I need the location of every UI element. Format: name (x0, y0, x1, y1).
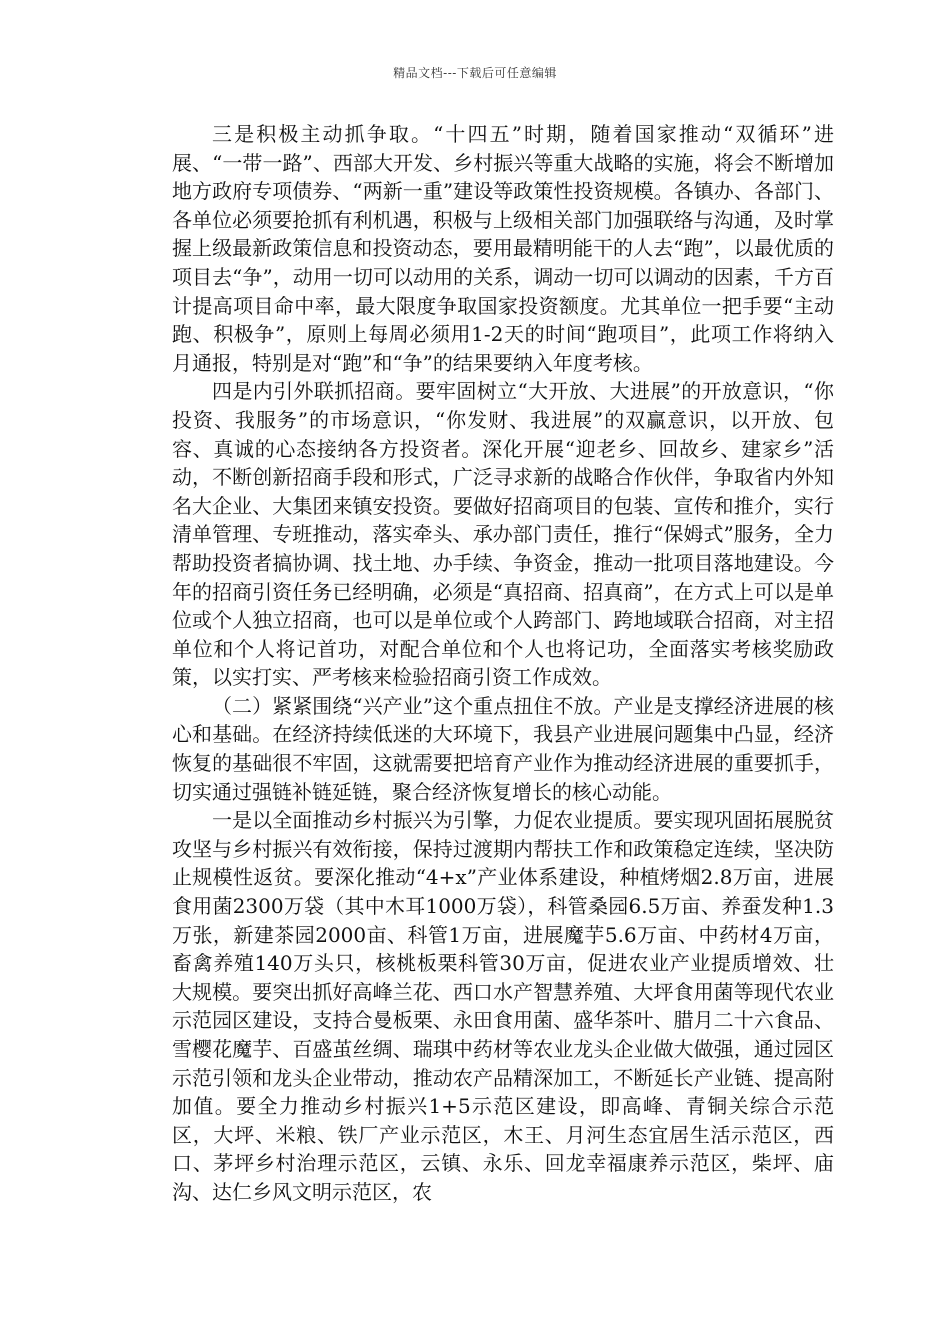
paragraph-investment-promotion: 四是内引外联抓招商。要牢固树立“大开放、大进展”的开放意识，“你投资、我服务”的市场意识，“你发财、我进展”的双赢意识，以开放、包容、真诚的心态接纳各方投资者。深化开展“迎老乡、回故乡、建家乡”活动，不断创新招商手段和形式，广泛寻求新的战略合作伙伴，争取省内外知名大企业、大集团来镇安投资。要做好招商项目的包装、宣传和推介，实行清单管理、专班推动，落实牵头、承办部门责任，推行“保姆式”服务，全力帮助投资者搞协调、找土地、办手续、争资金，推动一批项目落地建设。今年的招商引资任务已经明确，必须是“真招商、招真商”，在方式上可以是单位或个人独立招商，也可以是单位或个人跨部门、跨地域联合招商，对主招单位和个人将记首功，对配合单位和个人也将记功，全面落实考核奖励政策，以实打实、严考核来检验招商引资工作成效。 (172, 379, 834, 690)
document-body (172, 120, 834, 1207)
page-header: 精品文档---下载后可任意编辑 (393, 66, 557, 80)
paragraph-strive-for-investment: 三是积极主动抓争取。“十四五”时期，随着国家推动“双循环”进展、“一带一路”、西部大开发、乡村振兴等重大战略的实施，将会不断增加地方政府专项债券、“两新一重”建设等政策性投资规模。各镇办、各部门、各单位必须要抢抓有利机遇，积极与上级相关部门加强联络与沟通，及时掌握上级最新政策信息和投资动态，要用最精明能干的人去“跑”，以最优质的项目去“争”，动用一切可以动用的关系，调动一切可以调动的因素，千方百计提高项目命中率，最大限度争取国家投资额度。尤其单位一把手要“主动跑、积极争”，原则上每周必须用1-2天的时间“跑项目”，此项工作将纳入月通报，特别是对“跑”和“争”的结果要纳入年度考核。 (172, 122, 834, 375)
paragraph-industry-section-heading: （二）紧紧围绕“兴产业”这个重点扭住不放。产业是支撑经济进展的核心和基础。在经济持续低迷的大环境下，我县产业进展问题集中凸显，经济恢复的基础很不牢固，这就需要把培育产业作为推动经济进展的重要抓手，切实通过强链补链延链，聚合经济恢复增长的核心动能。 (172, 693, 834, 804)
paragraph-rural-revitalization: 一是以全面推动乡村振兴为引擎，力促农业提质。要实现巩固拓展脱贫攻坚与乡村振兴有效衔接，保持过渡期内帮扶工作和政策稳定连续，坚决防止规模性返贫。要深化推动“4+x”产业体系建设，种植烤烟2.8万亩，进展食用菌2300万袋（其中木耳1000万袋），科管桑园6.5万亩、养蚕发种1.3万张，新建茶园2000亩、科管1万亩，进展魔芋5.6万亩、中药材4万亩，畜禽养殖140万头只，核桃板栗科管30万亩，促进农业产业提质增效、壮大规模。要突出抓好高峰兰花、西口水产智慧养殖、大坪食用菌等现代农业示范园区建设，支持合曼板栗、永田食用菌、盛华茶叶、腊月二十六食品、雪樱花魔芋、百盛茧丝绸、瑞琪中药材等农业龙头企业做大做强，通过园区示范引领和龙头企业带动，推动农产品精深加工，不断延长产业链、提高附加值。要全力推动乡村振兴1+5示范区建设，即高峰、青铜关综合示范区，大坪、米粮、铁厂产业示范区，木王、月河生态宜居生活示范区，西口、茅坪乡村治理示范区，云镇、永乐、回龙幸福康养示范区，柴坪、庙沟、达仁乡风文明示范区，农 (172, 808, 834, 1204)
